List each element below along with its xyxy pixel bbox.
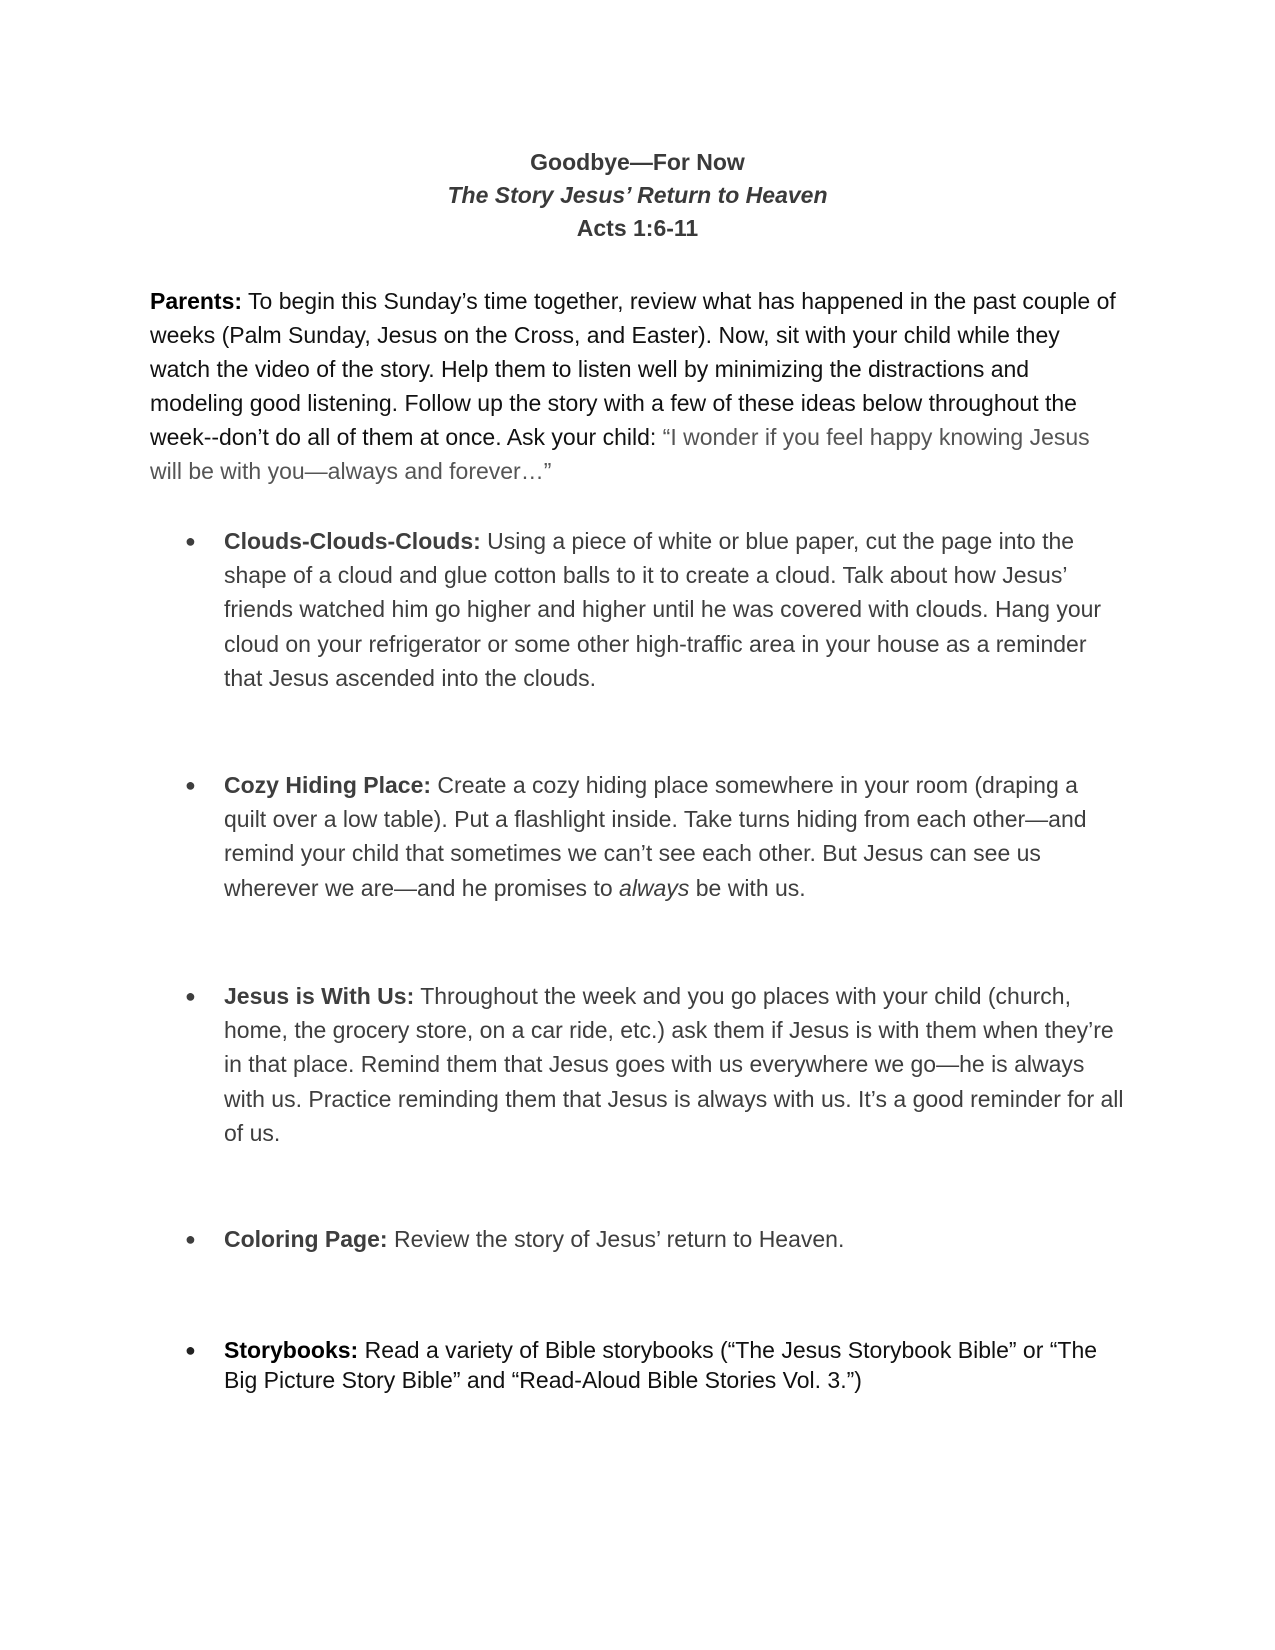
- intro-paragraph: [150, 284, 1125, 488]
- scripture-reference: Acts 1:6-11: [576, 215, 699, 241]
- activity-text: Read a variety of Bible storybooks (“The Jesus Storybook Bible” or “The Big Picture Story Bible” and “Read-Aloud Bible Stories Vol. 3.”): [224, 1337, 1098, 1393]
- bullet-icon: ●: [185, 775, 196, 795]
- intro-quote: “I wonder if you feel happy knowing Jesus will be with you—always and forever…”: [150, 424, 1090, 484]
- page-subtitle: The Story Jesus’ Return to Heaven: [447, 182, 828, 208]
- activity-text: Create a cozy hiding place somewhere in your room (draping a quilt over a low table). Put a flashlight inside. Take turns hiding from each other—and remind your child that sometimes we can’t see each other. But Jesus can see us wherever we are—and he promises to: [224, 772, 1087, 901]
- activity-label: Jesus is With Us:: [224, 983, 415, 1009]
- activity-item-clouds: [185, 524, 1125, 695]
- activity-item-storybooks: [185, 1335, 1125, 1395]
- activity-label: Coloring Page:: [224, 1226, 388, 1252]
- intro-lead: Parents:: [150, 288, 243, 314]
- activity-item-jesus-with-us: [185, 979, 1125, 1150]
- activity-text-after: be with us.: [689, 874, 806, 901]
- bullet-icon: ●: [185, 1340, 196, 1360]
- bullet-icon: ●: [185, 1229, 196, 1249]
- activity-text: Using a piece of white or blue paper, cut the page into the shape of a cloud and glue cotton balls to it to create a cloud. Talk about how Jesus’ friends watched him go higher and higher until he was covered with clouds. Hang your cloud on your refrigerator or some other high-traffic area in your house as a reminder that Jesus ascended into the clouds.: [224, 528, 1102, 691]
- activity-text: Review the story of Jesus’ return to Heaven.: [387, 1226, 845, 1252]
- activity-label: Clouds-Clouds-Clouds:: [224, 528, 481, 554]
- bullet-icon: ●: [185, 986, 196, 1006]
- activity-item-coloring-page: [185, 1222, 1125, 1256]
- activity-item-hiding-place: [185, 768, 1125, 905]
- activity-text: Throughout the week and you go places with your child (church, home, the grocery store, on a car ride, etc.) ask them if Jesus is with them when they’re in that place. Remind them that Jesus goes with us everywhere we go—he is always with us. Practice reminding them that Jesus is always with us. It’s a good reminder for all of us.: [224, 983, 1124, 1146]
- activity-label: Cozy Hiding Place:: [224, 772, 432, 798]
- page-title: Goodbye—For Now: [530, 149, 745, 175]
- intro-text: To begin this Sunday’s time together, review what has happened in the past couple of weeks (Palm Sunday, Jesus on the Cross, and Easter). Now, sit with your child while they watch the video of the story. Help them to listen well by minimizing the distractions and modeling good listening. Follow up the story with a few of these ideas below throughout the week--don’t do all of them at once. Ask your child:: [150, 288, 1116, 450]
- activity-emphasis: always: [619, 874, 690, 901]
- title-block: [0, 146, 1275, 245]
- activity-label: Storybooks:: [224, 1337, 359, 1363]
- bullet-icon: ●: [185, 531, 196, 551]
